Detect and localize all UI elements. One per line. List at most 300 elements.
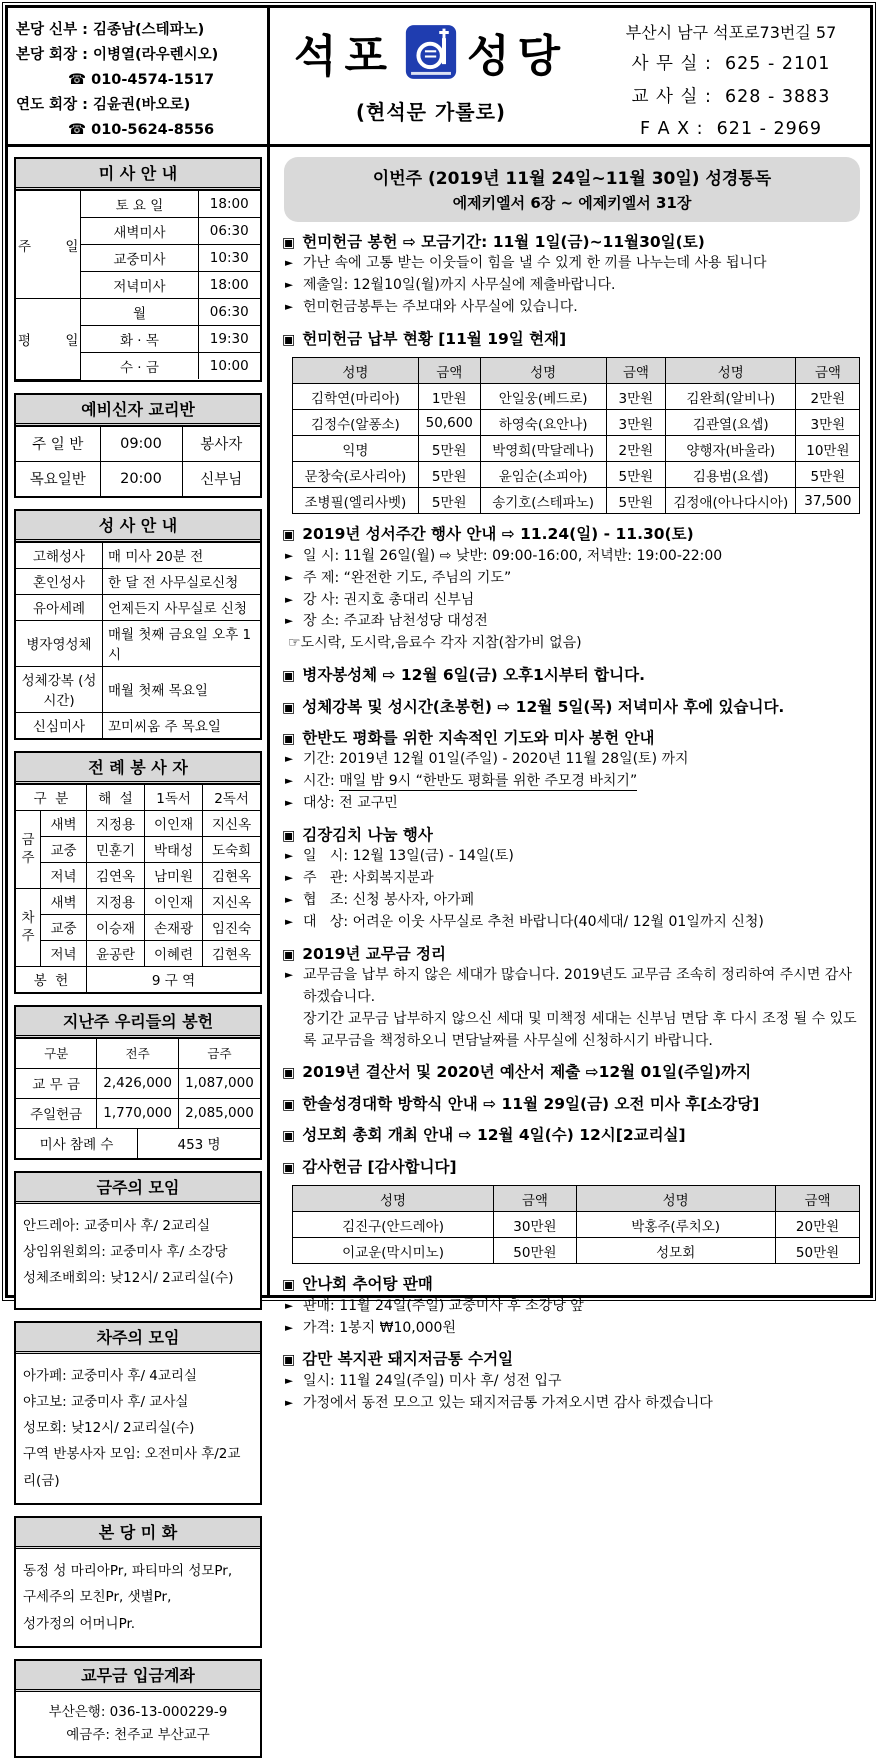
this-week-meetings-box [14, 1171, 262, 1310]
table-cell: 1독서 [145, 784, 203, 810]
table-cell: 이인재 [145, 888, 203, 914]
section-heading: 한솔성경대학 방학식 안내 ⇨ 11월 29일(금) 오전 미사 후[소강당] [302, 1094, 760, 1113]
table-cell: 성명 [666, 358, 796, 384]
table-cell: 주일헌금 [16, 1098, 97, 1128]
next-week-meetings-title: 차주의 모임 [16, 1323, 260, 1354]
mass-schedule-table [16, 190, 260, 380]
table-row [293, 1186, 860, 1212]
next-week-meetings-box [14, 1321, 262, 1506]
section-heading: 김장김치 나눔 행사 [302, 825, 433, 844]
section-heading: 헌미헌금 납부 현황 [11월 19일 현재] [302, 329, 567, 348]
bullet-icon: ► [285, 753, 294, 766]
header-contacts [8, 8, 270, 144]
table-cell: 50만원 [775, 1238, 860, 1264]
meeting-line: 안드레아: 교중미사 후/ 2교리실 [23, 1217, 211, 1234]
table-cell: 저녁 [41, 940, 87, 966]
bible-reading-banner [284, 157, 860, 222]
parish-decoration-list [16, 1549, 260, 1646]
table-cell: 미사 참례 수 [16, 1128, 138, 1158]
section-marker-icon: ▣ [282, 1159, 296, 1176]
bullet-icon: ► [285, 593, 294, 606]
section-heading: 2019년 성서주간 행사 안내 ⇨ 11.24(일) - 11.30(토) [302, 525, 694, 544]
section-marker-icon: ▣ [282, 730, 296, 747]
fax-number: F A X : 621 - 2969 [639, 119, 823, 140]
table-row [16, 784, 260, 810]
parish-decoration-box [14, 1516, 262, 1648]
section-tithe-settlement [282, 943, 862, 1053]
tithe-account-title: 교무금 입금계좌 [16, 1661, 260, 1692]
table-cell: 교중미사 [81, 245, 198, 272]
table-cell: 37,500 [796, 488, 860, 514]
table-cell: 차주 [16, 888, 41, 966]
table-cell: 5만원 [796, 462, 860, 488]
table-row [16, 461, 260, 496]
table-row [16, 810, 260, 836]
bullet-line: ► 일 시: 11월 26일(월) ⇨ 낮반: 09:00-16:00, 저녁반: 19:00-22:00 [282, 546, 862, 568]
pastor-subtitle: (현석문 가롤로) [355, 100, 507, 124]
bullet-icon: ► [285, 549, 294, 562]
table-cell: 조병필(엘리사벳) [293, 488, 419, 514]
section-heading: 헌미헌금 봉헌 ⇨ 모금기간: 11월 1일(금)~11월30일(토) [302, 233, 705, 251]
section-marker-icon: ▣ [282, 827, 296, 844]
bullet-icon: ► [285, 571, 294, 584]
bullet-line: ► 강 사: 권지호 총대리 신부님 [282, 590, 862, 612]
bullet-icon: ► [285, 872, 294, 885]
table-cell: 유아세례 [16, 594, 103, 620]
table-cell: 지신옥 [203, 888, 260, 914]
table-row [293, 488, 860, 514]
section-marker-icon: ▣ [282, 527, 296, 544]
sidebar [8, 147, 270, 1743]
section-heading: 병자봉성체 ⇨ 12월 6일(금) 오후1시부터 합니다. [302, 666, 645, 685]
section-marker-icon: ▣ [282, 1128, 296, 1145]
section-heading: 감사헌금 [감사합니다] [302, 1157, 457, 1176]
table-cell: 매월 첫째 목요일 [103, 666, 261, 712]
sacraments-title: 성 사 안 내 [16, 511, 260, 542]
bullet-line: ► 일시: 11월 24일(주일) 미사 후/ 성전 입구 [282, 1371, 862, 1393]
table-cell: 윤공란 [87, 940, 145, 966]
table-cell: 5만원 [606, 488, 666, 514]
paragraph-line: 장기간 교무금 납부하지 않으신 세대 및 미책정 세대는 신부님 면담 후 다시 조정 될 수 있도록 교무금을 책정하오니 면담날짜를 사무실에 신청하시기 바랍니다. [303, 1010, 857, 1049]
liturgy-servers-table [16, 784, 260, 992]
table-cell: 박홍주(루치오) [576, 1212, 775, 1238]
section-heading: 한반도 평화를 위한 지속적인 기도와 미사 봉헌 안내 [302, 728, 655, 747]
bullet-line: ► 시간: 매일 밤 9시 “한반도 평화를 위한 주모경 바치기” [282, 771, 862, 793]
table-cell: 신부님 [182, 461, 260, 496]
bullet-icon: ► [285, 797, 294, 810]
teacher-room-phone: 교 사 실 : 628 - 3883 [631, 86, 831, 107]
tithe-account-info [16, 1692, 260, 1756]
bullet-line: ► 판매: 11월 24일(주일) 교중미사 후 소강당 앞 [282, 1296, 862, 1318]
mass-schedule-box [14, 157, 262, 382]
table-cell: 금액 [606, 358, 666, 384]
section-kimchi-sharing [282, 824, 862, 934]
table-cell: 박태성 [145, 836, 203, 862]
bullet-line: ► 가정에서 동전 모으고 있는 돼지저금통 가져오시면 감사 하겠습니다 [282, 1393, 862, 1415]
table-cell: 교 무 금 [16, 1068, 97, 1098]
address-line: 부산시 남구 석포로73번길 57 [625, 23, 837, 42]
table-cell: 새벽 [41, 810, 87, 836]
section-benediction [282, 696, 862, 718]
table-cell: 병자영성체 [16, 620, 103, 666]
next-week-meetings-list [16, 1354, 260, 1504]
table-cell: 고해성사 [16, 542, 103, 568]
pastor-line: 본당 신부 : 김종남(스테파노) [16, 22, 205, 38]
table-cell: 성명 [293, 1186, 494, 1212]
section-marker-icon: ▣ [282, 668, 296, 685]
table-cell: 익명 [293, 436, 419, 462]
table-cell: 목요일반 [16, 461, 100, 496]
table-cell: 도숙희 [203, 836, 260, 862]
section-budget-report [282, 1061, 862, 1083]
table-cell: 2만원 [796, 384, 860, 410]
table-cell: 교중 [41, 914, 87, 940]
table-cell: 구 분 [16, 784, 87, 810]
table-cell: 이승재 [87, 914, 145, 940]
section-heading: 감만 복지관 돼지저금통 수거일 [302, 1350, 514, 1369]
parish-emblem-icon [405, 24, 457, 80]
bullet-line: ► 일 시: 12월 13일(금) - 14일(토) [282, 846, 862, 868]
table-cell: 금주 [178, 1038, 260, 1068]
bullet-line: ► 가격: 1봉지 ₩10,000원 [282, 1318, 862, 1340]
table-cell: 지신옥 [203, 810, 260, 836]
table-cell: 새벽미사 [81, 218, 198, 245]
table-cell: 지정용 [87, 810, 145, 836]
table-cell: 이혜련 [145, 940, 203, 966]
table-cell: 3만원 [606, 384, 666, 410]
table-cell: 수 · 금 [81, 353, 198, 380]
table-cell: 성명 [480, 358, 606, 384]
table-row [16, 940, 260, 966]
bullet-line: ► 장 소: 주교좌 남천성당 대성전 [282, 611, 862, 633]
bullet-icon: ► [285, 775, 294, 788]
table-cell: 3만원 [606, 410, 666, 436]
table-cell: 9 구 역 [87, 966, 261, 992]
bullet-icon: ► [285, 915, 294, 928]
section-ladies-assembly [282, 1124, 862, 1146]
table-cell: 안일웅(베드로) [480, 384, 606, 410]
table-cell: 문창숙(로사리아) [293, 462, 419, 488]
table-cell: 송기호(스테파노) [480, 488, 606, 514]
catechumen-class-box [14, 393, 262, 498]
table-cell: 06:30 [198, 299, 260, 326]
section-marker-icon: ▣ [282, 235, 296, 251]
bullet-icon: ► [285, 1321, 294, 1334]
table-row [16, 1068, 260, 1098]
section-heading: 성모회 총회 개최 안내 ⇨ 12월 4일(수) 12시[2교리실] [302, 1126, 686, 1145]
table-cell: 1만원 [418, 384, 480, 410]
table-cell: 성체강복 (성시간) [16, 666, 103, 712]
table-cell: 한 달 전 사무실로신청 [103, 568, 261, 594]
decoration-line: 구세주의 모친Pr, 샛별Pr, [23, 1589, 172, 1606]
table-cell: 평 일 [16, 299, 81, 380]
underlined-text: 매일 밤 9시 “한반도 평화를 위한 주모경 바치기” [339, 773, 638, 790]
bullet-icon: ► [285, 257, 294, 270]
tithe-account-box [14, 1659, 262, 1758]
body-columns [8, 147, 870, 1743]
catechumen-class-title: 예비신자 교리반 [16, 395, 260, 426]
thanksgiving-offering-table [292, 1185, 860, 1264]
table-cell: 저녁 [41, 862, 87, 888]
section-marker-icon: ▣ [282, 1277, 296, 1294]
table-cell: 화 · 목 [81, 326, 198, 353]
table-cell: 매 미사 20분 전 [103, 542, 261, 568]
table-row [16, 888, 260, 914]
meeting-line: 야고보: 교중미사 후/ 교사실 [23, 1393, 189, 1410]
table-row [16, 1098, 260, 1128]
meeting-line: 성체조배회의: 낮12시/ 2교리실(수) [23, 1270, 234, 1287]
table-cell: 꼬미씨움 주 목요일 [103, 712, 261, 738]
table-cell: 이교운(막시미노) [293, 1238, 494, 1264]
decoration-line: 동정 성 마리아Pr, 파티마의 성모Pr, [23, 1563, 233, 1580]
bullet-icon: ► [285, 1299, 294, 1312]
table-cell: 30만원 [494, 1212, 577, 1238]
table-cell: 20:00 [100, 461, 182, 496]
table-cell: 19:30 [198, 326, 260, 353]
table-cell: 2,085,000 [178, 1098, 260, 1128]
section-peace-prayer [282, 727, 862, 815]
table-cell: 월 [81, 299, 198, 326]
table-cell: 박영희(막달레나) [480, 436, 606, 462]
table-row [293, 436, 860, 462]
table-cell: 18:00 [198, 191, 260, 218]
table-cell: 김완희(알비나) [666, 384, 796, 410]
table-cell: 성명 [293, 358, 419, 384]
table-cell: 윤임순(소피아) [480, 462, 606, 488]
table-row [16, 666, 260, 712]
table-row [16, 862, 260, 888]
section-thanksgiving-offering [282, 1156, 862, 1264]
this-week-meetings-title: 금주의 모임 [16, 1173, 260, 1204]
table-row [293, 1212, 860, 1238]
meeting-line: 상임위원회의: 교중미사 후/ 소강당 [23, 1243, 228, 1260]
liturgy-servers-box [14, 751, 262, 994]
bullet-line: ► 기간: 2019년 12월 01일(주일) - 2020년 11월 28일(토) 까지 [282, 749, 862, 771]
office-phone: 사 무 실 : 625 - 2101 [631, 54, 831, 75]
table-cell: 김진구(안드레아) [293, 1212, 494, 1238]
title-right: 성당 [467, 31, 569, 82]
table-cell: 남미원 [145, 862, 203, 888]
table-row [16, 1128, 260, 1158]
banner-line2: 에제키엘서 6장 ~ 에제키엘서 31장 [452, 194, 692, 212]
section-heading: 2019년 결산서 및 2020년 예산서 제출 ⇨12월 01일(주일)까지 [302, 1063, 752, 1082]
bullet-icon: ► [285, 969, 294, 982]
table-cell: 5만원 [418, 436, 480, 462]
bullet-line: ► 제출일: 12월10일(월)까지 사무실에 제출바랍니다. [282, 275, 862, 297]
table-cell: 손재광 [145, 914, 203, 940]
bullet-line: ► 주 제: “완전한 기도, 주님의 기도” [282, 568, 862, 590]
bullet-line: ► 대 상: 어려운 이웃 사무실로 추천 바랍니다(40세대/ 12월 01일까지 신청) [282, 912, 862, 934]
table-cell: 김정수(알퐁소) [293, 410, 419, 436]
table-cell: 2,426,000 [97, 1068, 179, 1098]
table-cell: 5만원 [606, 462, 666, 488]
table-cell: 김관열(요셉) [666, 410, 796, 436]
account-holder-line: 예금주: 천주교 부산교구 [66, 1726, 210, 1743]
table-row [16, 299, 260, 326]
table-row [16, 594, 260, 620]
sacraments-table [16, 542, 260, 738]
table-row [16, 914, 260, 940]
table-cell: 해 설 [87, 784, 145, 810]
yeondo-phone: ☎ 010-5624-8556 [68, 121, 215, 138]
decoration-line: 성가정의 어머니Pr. [23, 1615, 136, 1632]
banner-line1: 이번주 (2019년 11월 24일~11월 30일) 성경통독 [372, 169, 772, 189]
bullet-icon: ► [285, 894, 294, 907]
bullet-line: ► 교무금을 납부 하지 않은 세대가 많습니다. 2019년도 교무금 조속히 정리하여 주시면 감사하겠습니다. [282, 965, 862, 1009]
bullet-icon: ► [285, 850, 294, 863]
table-cell: 금주 [16, 810, 41, 888]
header-address-block [592, 8, 870, 144]
section-rice-offering-status [282, 328, 862, 514]
table-row [16, 191, 260, 218]
table-cell: 봉사자 [182, 426, 260, 461]
table-row [16, 426, 260, 461]
header-title-block [270, 8, 592, 144]
table-cell: 10만원 [796, 436, 860, 462]
table-row [16, 542, 260, 568]
table-cell: 453 명 [138, 1128, 260, 1158]
table-cell: 50,600 [418, 410, 480, 436]
last-week-offering-title: 지난주 우리들의 봉헌 [16, 1007, 260, 1038]
table-cell: 이인재 [145, 810, 203, 836]
sacraments-box [14, 509, 262, 740]
table-cell: 김학연(마리아) [293, 384, 419, 410]
bullet-line: ► 협 조: 신청 봉사자, 아가페 [282, 890, 862, 912]
section-bible-college [282, 1093, 862, 1115]
table-cell: 새벽 [41, 888, 87, 914]
section-marker-icon: ▣ [282, 1065, 296, 1082]
table-cell: 성모회 [576, 1238, 775, 1264]
bullet-line: ► 주 관: 사회복지분과 [282, 868, 862, 890]
bullet-icon: ► [285, 301, 294, 314]
last-week-offering-box [14, 1005, 262, 1160]
catechumen-class-table [16, 426, 260, 496]
note-line: ☞도시락, 도시락,음료수 각자 지참(참가비 없음) [288, 635, 582, 652]
table-cell: 금액 [418, 358, 480, 384]
table-cell: 전주 [97, 1038, 179, 1068]
section-heading: 성체강복 및 성시간(초봉헌) ⇨ 12월 5일(목) 저녁미사 후에 있습니다. [302, 697, 785, 716]
table-cell: 2만원 [606, 436, 666, 462]
table-row [16, 1038, 260, 1068]
table-cell: 10:00 [198, 353, 260, 380]
table-row [293, 410, 860, 436]
bulletin-inner-frame [5, 5, 873, 1743]
table-cell: 금액 [796, 358, 860, 384]
table-row [293, 462, 860, 488]
table-cell: 임진숙 [203, 914, 260, 940]
table-row [293, 384, 860, 410]
meeting-line: 구역 반봉사자 모임: 오전미사 후/2교리(금) [23, 1446, 241, 1489]
section-bible-week [282, 523, 862, 655]
table-cell: 20만원 [775, 1212, 860, 1238]
table-cell: 5만원 [418, 488, 480, 514]
table-row [16, 966, 260, 992]
table-cell: 김용범(요셉) [666, 462, 796, 488]
president-line: 본당 회장 : 이병열(라우렌시오) [16, 46, 219, 63]
rice-offering-table [292, 357, 860, 514]
table-cell: 금액 [775, 1186, 860, 1212]
table-cell: 언제든지 사무실로 신청 [103, 594, 261, 620]
bulletin-page [2, 2, 876, 1743]
table-cell: 매월 첫째 금요일 오후 1시 [103, 620, 261, 666]
parish-decoration-title: 본 당 미 화 [16, 1518, 260, 1549]
liturgy-servers-title: 전 례 봉 사 자 [16, 753, 260, 784]
table-row [16, 712, 260, 738]
table-cell: 18:00 [198, 272, 260, 299]
table-cell: 구분 [16, 1038, 97, 1068]
last-week-offering-table [16, 1038, 260, 1158]
section-fish-soup-sale [282, 1273, 862, 1339]
bullet-icon: ► [285, 615, 294, 628]
table-cell: 3만원 [796, 410, 860, 436]
table-cell: 2독서 [203, 784, 260, 810]
bullet-icon: ► [285, 1374, 294, 1387]
table-cell: 신심미사 [16, 712, 103, 738]
table-row [293, 1238, 860, 1264]
table-cell: 토 요 일 [81, 191, 198, 218]
section-marker-icon: ▣ [282, 946, 296, 963]
table-cell: 주 일 반 [16, 426, 100, 461]
mass-schedule-title: 미 사 안 내 [16, 159, 260, 190]
table-row [293, 358, 860, 384]
bullet-line: ► 가난 속에 고통 받는 이웃들이 힘을 낼 수 있게 한 끼를 나누는데 사용 됩니다 [282, 253, 862, 275]
table-cell: 민훈기 [87, 836, 145, 862]
section-marker-icon: ▣ [282, 699, 296, 716]
section-rice-offering [282, 231, 862, 319]
bullet-icon: ► [285, 279, 294, 292]
table-row [16, 568, 260, 594]
header [8, 8, 870, 147]
section-heading: 안나회 추어탕 판매 [302, 1275, 433, 1294]
table-row [16, 620, 260, 666]
section-piggy-bank-collection [282, 1348, 862, 1414]
table-cell: 성명 [576, 1186, 775, 1212]
table-cell: 1,770,000 [97, 1098, 179, 1128]
table-cell: 지정용 [87, 888, 145, 914]
table-cell: 봉 헌 [16, 966, 87, 992]
section-marker-icon: ▣ [282, 1352, 296, 1369]
this-week-meetings-list [16, 1204, 260, 1308]
meeting-line: 아가페: 교중미사 후/ 4교리실 [23, 1367, 198, 1384]
table-cell: 50만원 [494, 1238, 577, 1264]
table-cell: 양행자(바울라) [666, 436, 796, 462]
table-cell: 금액 [494, 1186, 577, 1212]
announcements-column [270, 147, 870, 1411]
table-cell: 09:00 [100, 426, 182, 461]
table-cell: 5만원 [418, 462, 480, 488]
section-marker-icon: ▣ [282, 331, 296, 348]
bullet-icon: ► [285, 1396, 294, 1409]
table-cell: 김정애(아나다시아) [666, 488, 796, 514]
parish-title [270, 20, 592, 84]
bullet-line: ► 대상: 전 교구민 [282, 793, 862, 815]
table-cell: 김연옥 [87, 862, 145, 888]
yeondo-president-line: 연도 회장 : 김윤권(바오로) [16, 96, 191, 113]
table-cell: 하영숙(요안나) [480, 410, 606, 436]
table-cell: 10:30 [198, 245, 260, 272]
section-sick-communion [282, 664, 862, 686]
table-cell: 1,087,000 [178, 1068, 260, 1098]
table-cell: 김현옥 [203, 940, 260, 966]
table-cell: 교중 [41, 836, 87, 862]
meeting-line: 성모회: 낮12시/ 2교리실(수) [23, 1420, 195, 1437]
bank-account-line: 부산은행: 036-13-000229-9 [48, 1704, 228, 1720]
table-cell: 김현옥 [203, 862, 260, 888]
section-marker-icon: ▣ [282, 1096, 296, 1113]
table-cell: 주 일 [16, 191, 81, 299]
title-left: 석포 [293, 31, 395, 82]
table-cell: 06:30 [198, 218, 260, 245]
